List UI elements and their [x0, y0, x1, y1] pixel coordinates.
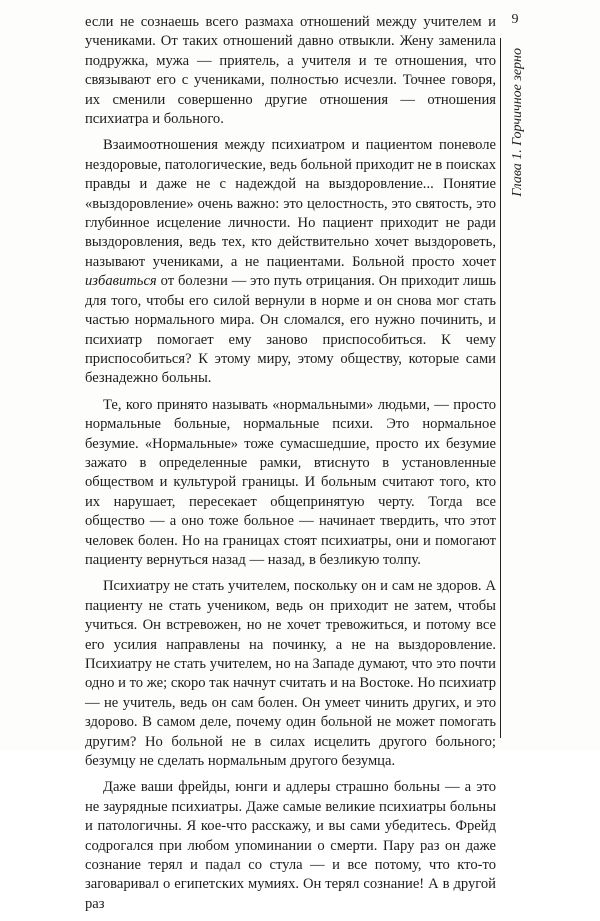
- running-head-text: Глава 1. Горчичное зерно: [510, 48, 525, 197]
- running-head: [510, 48, 530, 278]
- page-number: 9: [511, 12, 519, 27]
- paragraph-text-part: от болезни — это путь отрицания. Он приходит лишь для того, чтобы его силой вернули в норме и он снова мог стать частью нормального мира. Он сломался, его нужно починить, и психиатр помогает ему заново приспособиться. К чему приспособиться? К этому миру, этому обществу, которые сами безнадежно больны.: [85, 273, 496, 387]
- paragraph-normal-people: Те, кого принято называть «нормальными» людьми, — просто нормальные больные, нормальные психи. Это нормальное безумие. «Нормальные» тоже сумасшедшие, просто их безумие зажато в определенные рамки, втиснуто в установленные обществом и культурой границы. И больным считают того, кто их нарушает, пересекает общепринятую черту. Тогда все общество — а оно тоже больное — начинает твердить, что этот человек болен. Но на границах стоят психиатры, они и помогают пациенту вернуться назад — назад, в безликую толпу.: [85, 396, 496, 568]
- paragraph-psychiatrist-patient: [85, 136, 496, 388]
- emphasized-word: избавиться: [85, 273, 157, 290]
- paragraph-text-part: Взаимоотношения между психиатром и пациентом поневоле нездоровые, патологические, ведь больной приходит не в поисках правды и даже не с надеждой на выздоровление... Понятие «выздоровление» очень важно: это целостность, это святость, это глубинное исцеление личности. Но пациент приходит не ради выздоровления, ведь тех, кто действительно хочет выздороветь, называют учениками, а не пациентами. Больной просто хочет: [85, 137, 496, 270]
- paragraph-continued: если не сознаешь всего размаха отношений между учителем и учениками. От таких отношений давно отвыкли. Жену заменила подружка, мужа — приятель, а учителя и те отношения, что связывают его с учениками, полностью исчезли. Точнее говоря, их сменили совершенно другие отношения — отношения психиатра и больного.: [85, 14, 496, 128]
- body-text: [85, 13, 496, 921]
- margin-rule: [500, 38, 501, 738]
- paragraph-psychiatrist-not-teacher: Психиатру не стать учителем, поскольку он и сам не здоров. А пациенту не стать учеником, ведь он приходит не затем, чтобы учиться. Он встревожен, но не хочет тревожиться, и потому все его усилия направлены на починку, а не на выздоровление. Психиатру не стать учителем, но на Западе думают, что это почти одно и то же; скоро так начнут считать и на Востоке. Но психиатр — не учитель, ведь он сам болен. Он умеет чинить других, и это здорово. В самом деле, почему один больной не может помогать другим? Но больной не в силах исцелить другого больного; безумцу не сделать нормальным другого безумца.: [85, 578, 496, 770]
- paragraph-freud: Даже ваши фрейды, юнги и адлеры страшно больны — а это не заурядные психиатры. Даже самые великие психиатры больны и патологичны. Я кое-что расскажу, и вы сами убедитесь. Фрейд содрогался при любом упоминании о смерти. Пару раз он даже сознание терял и падал со стула — и все потому, что кто-то заговаривал о египетских мумиях. Он терял сознание! А в другой раз: [85, 779, 496, 912]
